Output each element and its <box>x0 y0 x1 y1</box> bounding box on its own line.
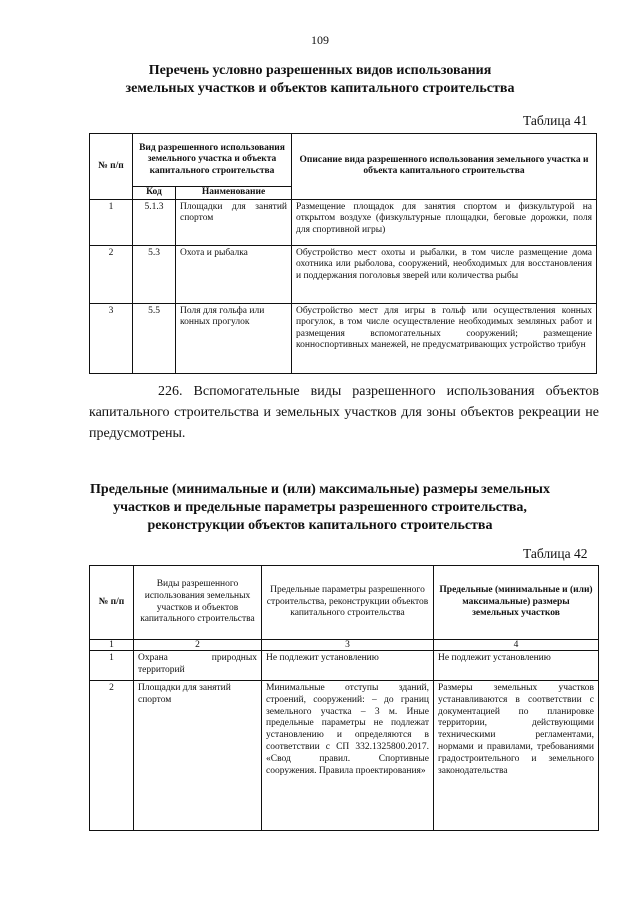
row-code: 5.5 <box>133 303 176 373</box>
column-numbers-row <box>90 640 599 651</box>
header-code: Код <box>133 187 176 200</box>
section-title-line: земельных участков и объектов капитального строительства <box>125 81 515 96</box>
section-title-line: Предельные (минимальные и (или) максимальные) размеры земельных <box>90 482 550 497</box>
paragraph-226: 226. Вспомогательные виды разрешенного использования объектов капитального строительства и земельных участков для зоны объектов рекреации не предусмотрены. <box>89 384 599 441</box>
column-number: 3 <box>262 640 434 651</box>
header-num: № п/п <box>90 566 134 640</box>
row-sizes: Размеры земельных участков устанавливаются в соответствии с документацией по планировке территории, действующими техническими регламентами, нормами и правилами, требованиями градостроительного и земельного законодательства <box>434 681 599 831</box>
header-name: Наименование <box>176 187 292 200</box>
row-num: 2 <box>90 245 133 303</box>
row-num: 2 <box>90 681 134 831</box>
page-number: 109 <box>311 33 329 47</box>
section-title-line: реконструкции объектов капитального строительства <box>147 518 493 533</box>
row-name: Охота и рыбалка <box>176 245 292 303</box>
table-41-caption: Таблица 41 <box>523 113 588 128</box>
row-description: Обустройство мест охоты и рыбалки, в том числе размещение дома охотника или рыболова, сооружений, необходимых для восстановления и поддержания поголовья зверей или количества рыбы <box>292 245 597 303</box>
row-num: 1 <box>90 651 134 681</box>
section-title-permitted-uses <box>0 62 640 98</box>
row-code: 5.1.3 <box>133 199 176 245</box>
table-row <box>90 303 597 373</box>
row-description: Размещение площадок для занятия спортом и физкультурой на открытом воздухе (физкультурные площадки, беговые дорожки, поля для спортивной игры) <box>292 199 597 245</box>
row-code: 5.3 <box>133 245 176 303</box>
column-number: 4 <box>434 640 599 651</box>
table-row <box>90 651 599 681</box>
section-title-line: Перечень условно разрешенных видов использования <box>148 63 492 78</box>
header-description: Описание вида разрешенного использования земельного участка и объекта капитального строительства <box>292 134 597 200</box>
column-number: 2 <box>134 640 262 651</box>
table-row <box>90 245 597 303</box>
row-sizes: Не подлежит установлению <box>434 651 599 681</box>
row-name: Площадки для занятий спортом <box>176 199 292 245</box>
header-kind: Вид разрешенного использования земельного участка и объекта капитального строительства <box>133 134 292 187</box>
row-kind: Охрана природных территорий <box>134 651 262 681</box>
header-params: Предельные параметры разрешенного строительства, реконструкции объектов капитального строительства <box>262 566 434 640</box>
row-params: Минимальные отступы зданий, строений, сооружений: – до границ земельного участка – 3 м. Иные предельные параметры не подлежат установлению и определяются в соответствии с СП 332.1325800.2017. «Свод правил. Спортивные сооружения. Правила проектирования» <box>262 681 434 831</box>
section-title-line: участков и предельные параметры разрешенного строительства, <box>113 500 527 515</box>
header-kind: Виды разрешенного использования земельных участков и объектов капитального строительства <box>134 566 262 640</box>
row-kind: Площадки для занятий спортом <box>134 681 262 831</box>
column-number: 1 <box>90 640 134 651</box>
header-sizes: Предельные (минимальные и (или) максимальные) размеры земельных участков <box>434 566 599 640</box>
row-description: Обустройство мест для игры в гольф или осуществления конных прогулок, в том числе осуществление необходимых земляных работ и размещения вспомогательных сооружений; размещение конноспортивных манежей, не предусматривающих устройство трибун <box>292 303 597 373</box>
table-41 <box>89 133 597 374</box>
row-num: 3 <box>90 303 133 373</box>
table-42-caption: Таблица 42 <box>523 546 588 561</box>
row-name: Поля для гольфа или конных прогулок <box>176 303 292 373</box>
table-row <box>90 681 599 831</box>
table-42 <box>89 565 599 831</box>
header-num: № п/п <box>90 134 133 200</box>
row-num: 1 <box>90 199 133 245</box>
table-row <box>90 199 597 245</box>
section-title-limits <box>0 481 640 535</box>
row-params: Не подлежит установлению <box>262 651 434 681</box>
